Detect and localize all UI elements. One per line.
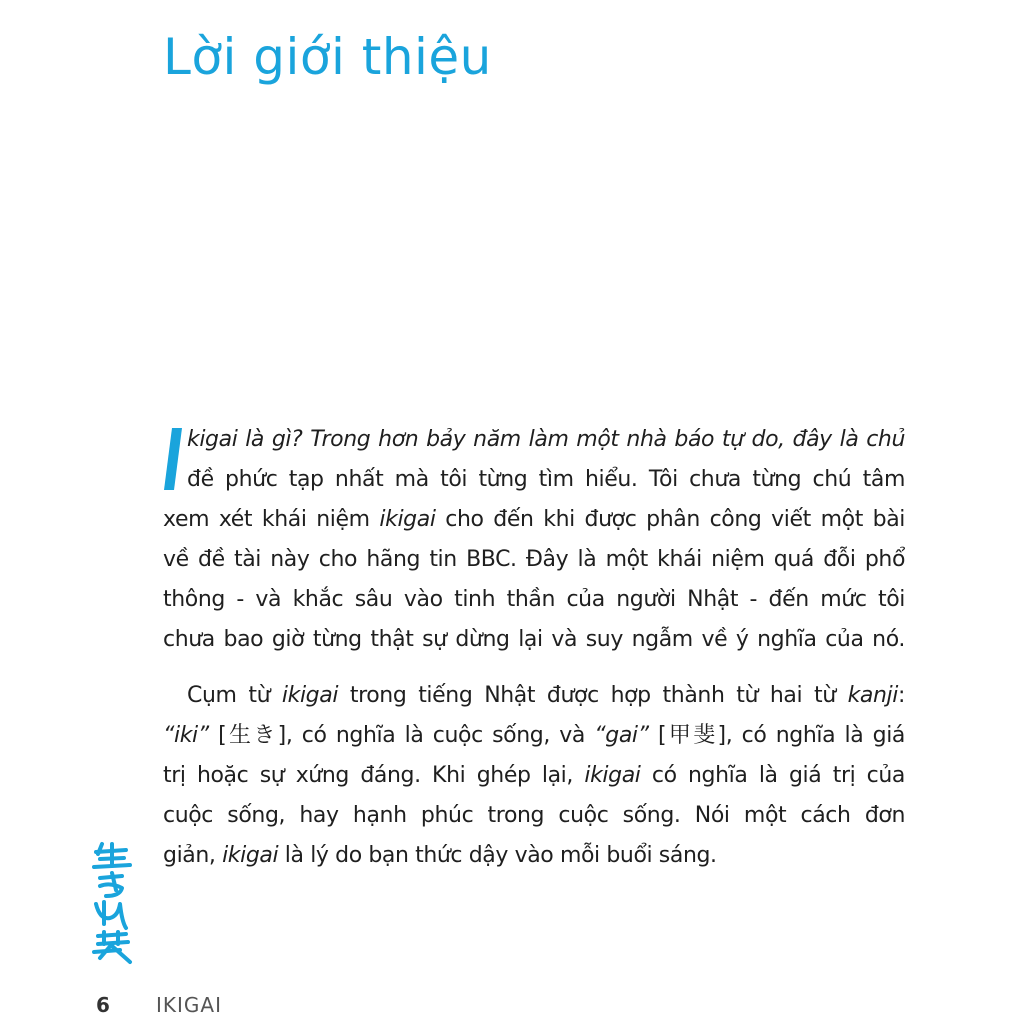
paragraph-spacer: [163, 660, 905, 676]
paragraph-2-line-5: giản, ikigai là lý do bạn thức dậy vào mỗi buổi sáng.: [163, 843, 717, 868]
drop-cap-i: [163, 428, 187, 490]
paragraph-1-line-4: về đề tài này cho hãng tin BBC. Đây là một khái niệm quá đỗi phổ: [163, 547, 905, 572]
paragraph-1-line-2: đề phức tạp nhất mà tôi từng tìm hiểu. Tôi chưa từng chú tâm: [187, 467, 905, 492]
paragraph-1: [163, 420, 905, 660]
paragraph-2-line-2: “iki” [生き], có nghĩa là cuộc sống, và “gai” [甲斐], có nghĩa là giá: [163, 723, 906, 748]
paragraph-2: [163, 676, 905, 876]
paragraph-1-line-1: kigai là gì? Trong hơn bảy năm làm một nhà báo tự do, đây là chủ: [187, 427, 905, 452]
paragraph-1-line-5: thông - và khắc sâu vào tinh thần của người Nhật - đến mức tôi: [163, 587, 905, 612]
running-head: IKIGAI: [156, 993, 222, 1017]
page-number: 6: [96, 993, 110, 1017]
ikigai-calligraphy-seal: [90, 840, 134, 966]
page-title: Lời giới thiệu: [163, 28, 492, 86]
body-text: [163, 420, 905, 876]
paragraph-1-line-3: xem xét khái niệm ikigai cho đến khi được phân công viết một bài: [163, 507, 905, 532]
paragraph-2-line-4: cuộc sống, hay hạnh phúc trong cuộc sống. Nói một cách đơn: [163, 803, 905, 828]
paragraph-1-line-6: chưa bao giờ từng thật sự dừng lại và suy ngẫm về ý nghĩa của nó.: [163, 627, 905, 652]
page-footer: [96, 990, 222, 1020]
paragraph-2-line-1: Cụm từ ikigai trong tiếng Nhật được hợp thành từ hai từ kanji:: [187, 683, 905, 708]
paragraph-2-line-3: trị hoặc sự xứng đáng. Khi ghép lại, ikigai có nghĩa là giá trị của: [163, 763, 905, 788]
